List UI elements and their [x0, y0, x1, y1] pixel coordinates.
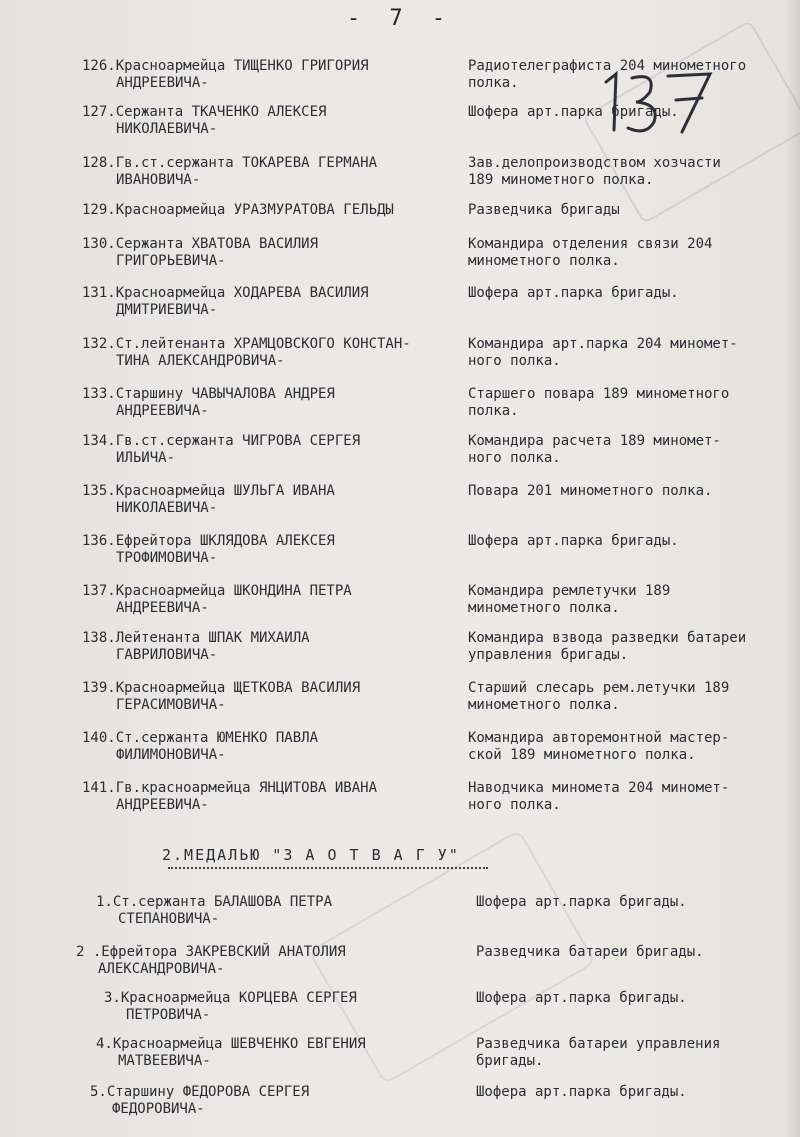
position-line: Командира авторемонтной мастер- [468, 730, 730, 746]
position-line: Командира взвода разведки батареи [468, 630, 747, 646]
patronymic-line: ДМИТРИЕВИЧА- [116, 302, 218, 318]
rank-surname-line: 5.Старшину ФЕДОРОВА СЕРГЕЯ [90, 1084, 310, 1100]
position-description [468, 583, 796, 617]
position-line: ской 189 минометного полка. [468, 747, 696, 763]
rank-surname-line: 133.Старшину ЧАВЫЧАЛОВА АНДРЕЯ [82, 386, 335, 402]
awardee-name [82, 533, 335, 567]
position-description [468, 433, 796, 467]
awardee-name [82, 104, 326, 138]
patronymic-line: ГЕРАСИМОВИЧА- [116, 697, 226, 713]
position-line: Командира ремлетучки 189 [468, 583, 671, 599]
rank-surname-line: 131.Красноармейца ХОДАРЕВА ВАСИЛИЯ [82, 285, 369, 301]
position-line: Шофера арт.парка бригады. [476, 894, 687, 910]
position-line: полка. [468, 75, 519, 91]
rank-surname-line: 137.Красноармейца ШКОНДИНА ПЕТРА [82, 583, 352, 599]
awardee-name [76, 944, 346, 978]
rank-surname-line: 4.Красноармейца ШЕВЧЕНКО ЕВГЕНИЯ [96, 1036, 366, 1052]
patronymic-line: ФЕДОРОВИЧА- [112, 1101, 205, 1117]
position-line: Командира отделения связи 204 [468, 236, 713, 252]
awardee-name [82, 285, 369, 319]
position-description [468, 236, 796, 270]
position-line: ного полка. [468, 353, 561, 369]
rank-surname-line: 127.Сержанта ТКАЧЕНКО АЛЕКСЕЯ [82, 104, 327, 120]
patronymic-line: ГАВРИЛОВИЧА- [116, 647, 218, 663]
awardee-name [82, 483, 335, 517]
patronymic-line: ПЕТРОВИЧА- [126, 1007, 211, 1023]
rank-surname-line: 139.Красноармейца ЩЕТКОВА ВАСИЛИЯ [82, 680, 361, 696]
position-line: бригады. [476, 1053, 544, 1069]
awardee-name [96, 894, 332, 928]
patronymic-line: ГРИГОРЬЕВИЧА- [116, 253, 226, 269]
position-line: управления бригады. [468, 647, 629, 663]
patronymic-line: СТЕПАНОВИЧА- [118, 911, 220, 927]
position-line: Шофера арт.парка бригады. [476, 990, 687, 1006]
position-line: Старший слесарь рем.летучки 189 [468, 680, 730, 696]
position-line: минометного полка. [468, 600, 620, 616]
patronymic-line: ИВАНОВИЧА- [116, 172, 201, 188]
position-line: Зав.делопроизводством хозчасти [468, 155, 721, 171]
position-description [468, 533, 796, 550]
position-line: Радиотелеграфиста 204 минометного [468, 58, 747, 74]
position-description [468, 730, 796, 764]
position-description [468, 630, 796, 664]
position-description [468, 202, 796, 219]
rank-surname-line: 136.Ефрейтора ШКЛЯДОВА АЛЕКСЕЯ [82, 533, 335, 549]
awardee-name [104, 990, 357, 1024]
position-description [468, 104, 796, 121]
position-line: Разведчика бригады [468, 202, 620, 218]
position-description [468, 155, 796, 189]
patronymic-line: МАТВЕЕВИЧА- [118, 1053, 211, 1069]
awardee-name [96, 1036, 366, 1070]
position-description [468, 483, 796, 500]
position-line: Повара 201 минометного полка. [468, 483, 713, 499]
awardee-name [82, 630, 310, 664]
position-line: Шофера арт.парка бригады. [468, 285, 679, 301]
rank-surname-line: 128.Гв.ст.сержанта ТОКАРЕВА ГЕРМАНА [82, 155, 378, 171]
awardee-name [82, 386, 335, 420]
page-number: - 7 - [346, 6, 454, 31]
patronymic-line: АЛЕКСАНДРОВИЧА- [98, 961, 225, 977]
patronymic-line: ИЛЬИЧА- [116, 450, 176, 466]
position-line: Шофера арт.парка бригады. [468, 533, 679, 549]
patronymic-line: АНДРЕЕВИЧА- [116, 403, 209, 419]
position-line: Шофера арт.парка бригады. [476, 1084, 687, 1100]
awardee-name [82, 730, 318, 764]
position-line: полка. [468, 403, 519, 419]
position-description [476, 990, 800, 1007]
rank-surname-line: 140.Ст.сержанта ЮМЕНКО ПАВЛА [82, 730, 319, 746]
awardee-name [82, 433, 360, 467]
rank-surname-line: 141.Гв.красноармейца ЯНЦИТОВА ИВАНА [82, 780, 378, 796]
position-line: Наводчика миномета 204 миномет- [468, 780, 730, 796]
rank-surname-line: 126.Красноармейца ТИЩЕНКО ГРИГОРИЯ [82, 58, 369, 74]
position-description [468, 780, 796, 814]
awardee-name [82, 336, 411, 370]
position-description [468, 386, 796, 420]
patronymic-line: АНДРЕЕВИЧА- [116, 75, 209, 91]
position-line: 189 минометного полка. [468, 172, 654, 188]
position-description [476, 1036, 800, 1070]
position-description [468, 285, 796, 302]
position-description [468, 58, 796, 92]
awardee-name [82, 155, 377, 189]
position-line: Командира арт.парка 204 миномет- [468, 336, 738, 352]
position-line: минометного полка. [468, 697, 620, 713]
position-line: Старшего повара 189 минометного [468, 386, 730, 402]
patronymic-line: ТРОФИМОВИЧА- [116, 550, 218, 566]
rank-surname-line: 130.Сержанта ХВАТОВА ВАСИЛИЯ [82, 236, 319, 252]
position-line: ного полка. [468, 797, 561, 813]
awardee-name [82, 680, 360, 714]
awardee-name [82, 780, 377, 814]
position-description [468, 680, 796, 714]
rank-surname-line: 3.Красноармейца КОРЦЕВА СЕРГЕЯ [104, 990, 357, 1006]
rank-surname-line: 138.Лейтенанта ШПАК МИХАИЛА [82, 630, 310, 646]
awardee-name [90, 1084, 309, 1118]
position-description [476, 1084, 800, 1101]
position-line: Разведчика батареи управления [476, 1036, 721, 1052]
position-line: Разведчика батареи бригады. [476, 944, 704, 960]
position-line: Шофера арт.парка бригады. [468, 104, 679, 120]
position-line: ного полка. [468, 450, 561, 466]
rank-surname-line: 2 .Ефрейтора ЗАКРЕВСКИЙ АНАТОЛИЯ [76, 944, 346, 960]
patronymic-line: ФИЛИМОНОВИЧА- [116, 747, 226, 763]
rank-surname-line: 132.Ст.лейтенанта ХРАМЦОВСКОГО КОНСТАН- [82, 336, 411, 352]
patronymic-line: НИКОЛАЕВИЧА- [116, 121, 218, 137]
position-line: минометного полка. [468, 253, 620, 269]
patronymic-line: АНДРЕЕВИЧА- [116, 797, 209, 813]
position-description [476, 944, 800, 961]
position-description [468, 336, 796, 370]
awardee-name [82, 236, 318, 270]
rank-surname-line: 129.Красноармейца УРАЗМУРАТОВА ГЕЛЬДЫ [82, 202, 394, 218]
rank-surname-line: 135.Красноармейца ШУЛЬГА ИВАНА [82, 483, 335, 499]
position-description [476, 894, 800, 911]
awardee-name [82, 58, 369, 92]
patronymic-line: НИКОЛАЕВИЧА- [116, 500, 218, 516]
patronymic-line: ТИНА АЛЕКСАНДРОВИЧА- [116, 353, 285, 369]
awardee-name [82, 202, 394, 219]
rank-surname-line: 134.Гв.ст.сержанта ЧИГРОВА СЕРГЕЯ [82, 433, 361, 449]
rank-surname-line: 1.Ст.сержанта БАЛАШОВА ПЕТРА [96, 894, 333, 910]
section-title-medal-for-courage: 2.МЕДАЛЬЮ "З А О Т В А Г У" [162, 846, 460, 864]
section-underline [168, 867, 488, 869]
patronymic-line: АНДРЕЕВИЧА- [116, 600, 209, 616]
position-line: Командира расчета 189 миномет- [468, 433, 721, 449]
awardee-name [82, 583, 352, 617]
